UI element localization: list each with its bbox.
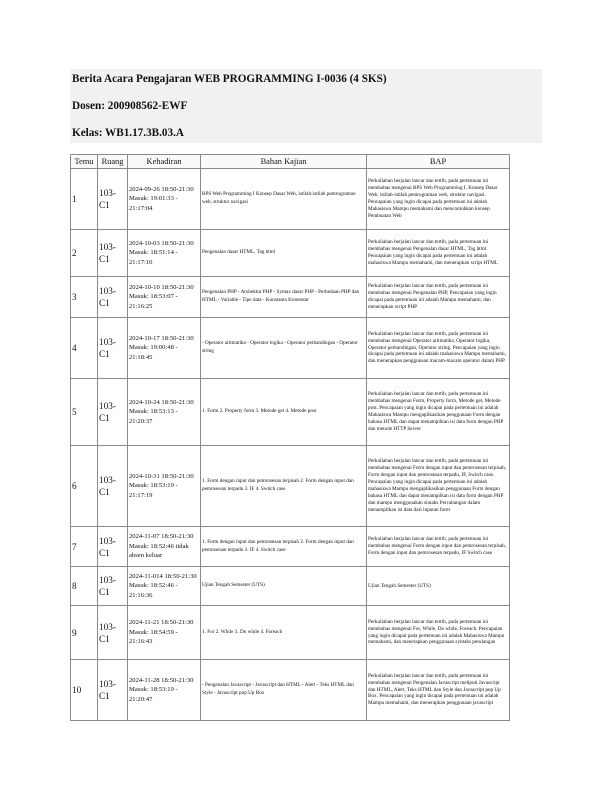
cell-temu: 9: [71, 606, 98, 660]
cell-kehadiran: 2024-10-03 18:50-21:30 Masuk: 18:51:14 - 21:17:10: [128, 230, 201, 277]
cell-bap: Perkuliahan berjalan lancar dan tertib, pada pertemuan ini membahas mengenai Pengenalan dasar HTML, Tag html. Pencapaian yang ingin dicapai pada pertemuan ini adalah mahasiswa Mampu memahami, dan menerapkan script HTML: [367, 230, 510, 277]
cell-bahan-kajian: 1. Form 2. Property form 3. Metode get 4. Metode post: [201, 379, 367, 446]
cell-bap: Perkuliahan berjalan lancar dan tertib, pada pertemuan ini membahas mengenai Pengenalan Javascript meliputi Javascript dan HTML, Alert, Teks HTML dan Style dan Javascript pop Up Box. Pencapaian yang ingin dicapai pada pertemuan ini adalah Mampu memahami, dan menerapkan penggunaan javascript: [367, 660, 510, 721]
cell-ruang: 103-C1: [98, 660, 128, 721]
cell-temu: 7: [71, 527, 98, 567]
cell-bap: Perkuliahan berjalan lancar dan tertib, pada pertemuan ini membahas mengenai Form, Property form, Metode get, Metode post. Pencapaian yang ingin dicapai pada pertemuan ini adalah Mahasiswa Mampu mengaplikasikan penggunaan Form dengan bahasa HTML dan dapat menampilkan isi data form dengan PHP dan metode HTTP Server: [367, 379, 510, 446]
header-ruang: Ruang: [98, 155, 128, 169]
cell-bahan-kajian: RPS Web Programming I Konsep Dasar Web, istilah-istilah pemrograman web, struktur navigasi: [201, 169, 367, 230]
cell-temu: 5: [71, 379, 98, 446]
cell-ruang: 103-C1: [98, 527, 128, 567]
course-title: Berita Acara Pengajaran WEB PROGRAMMING I-0036 (4 SKS): [72, 73, 387, 85]
cell-temu: 8: [71, 567, 98, 606]
cell-ruang: 103-C1: [98, 567, 128, 606]
cell-bap: Perkuliahan berjalan lancar dan tertib, pada pertemuan ini membahas mengenai Form dengan input dan pemrosesan terpisah, Form dengan input dan pemrosesan terpadu, IF, Switch case. Pencapaian yang ingin dicapai pada pertemuan ini adalah mahasiswa Mampu mengaplikasikan penggunaan Form dengan bahasa HTML dan dapat menampilkan isi data form dengan PHP dan mampu menggunakan sintaks Percabangan dalam menampilkan isi data dari inputan form: [367, 446, 510, 527]
header-bap: BAP: [367, 155, 510, 169]
cell-bahan-kajian: Ujian Tengah Semester (UTS): [201, 567, 367, 606]
cell-bap: Perkuliahan berjalan lancar dan tertib, pada pertemuan ini membahas mengenai Form dengan input dan pemrosesan terpisah, Form dengan input dan pemrosesan terpadu, IF Switch case: [367, 527, 510, 567]
table-row: [71, 606, 510, 660]
cell-ruang: 103-C1: [98, 379, 128, 446]
table-row: [71, 446, 510, 527]
cell-bap: Ujian Tengah Semester (UTS): [367, 567, 510, 606]
cell-ruang: 103-C1: [98, 169, 128, 230]
header-temu: Temu: [71, 155, 98, 169]
table-header-row: [71, 155, 510, 169]
cell-kehadiran: 2024-11-21 18:50-21:30 Masuk: 18:54:59 - 21:16:43: [128, 606, 201, 660]
header-kehadiran: Kehadiran: [128, 155, 201, 169]
cell-temu: 4: [71, 318, 98, 379]
cell-kehadiran: 2024-10-31 18:50-21:30 Masuk: 18:53:19 - 21:17:19: [128, 446, 201, 527]
cell-bap: Perkuliahan berjalan lancar dan tertib, pada pertemuan ini membahas mengenai RPS Web Programming I, Konsep Dasar Web, istilah-istilah pemrograman web, struktur navigasi. Pencapaian yang ingin dicapai pada pertemuan ini adalah Mahasiswa Mampu memahami dan mencontohkan konsep Pembuatan Web: [367, 169, 510, 230]
cell-temu: 1: [71, 169, 98, 230]
cell-bahan-kajian: 1. Form dengan input dan pemrosesan terpisah 2. Form dengan input dan pemrosesan terpadu 3. IF 4. Switch case: [201, 446, 367, 527]
cell-kehadiran: 2024-09-26 18:50-21:30 Masuk: 19:01:33 - 21:17:04: [128, 169, 201, 230]
cell-bap: Perkuliahan berjalan lancar dan tertib, pada pertemuan ini membahas mengenai Pengenalan PHP, Pencapaian yang ingin dicapai pada pertemuan ini adalah Mampu memahami, dan menerapkan script PHP: [367, 277, 510, 318]
cell-temu: 6: [71, 446, 98, 527]
cell-kehadiran: 2024-11-28 18:50-21:30 Masuk: 18:53:19 - 21:20:47: [128, 660, 201, 721]
cell-bap: Perkuliahan berjalan lancar dan tertib, pada pertemuan ini membahas mengenai For, While, Do while, Foreach. Pencapaian yang ingin dicapai pada pertemuan ini adalah Mahasiswa Mampu memahami, dan menerapkan penggunaan syntaks perulangan: [367, 606, 510, 660]
class-line: Kelas: WB1.17.3B.03.A: [72, 127, 184, 139]
cell-bahan-kajian: - Pengenalan Javascript - Javascript dan HTML - Alert - Teks HTML dan Style - Javascript pop Up Box: [201, 660, 367, 721]
attendance-table: [70, 154, 510, 721]
table-row: [71, 277, 510, 318]
cell-temu: 10: [71, 660, 98, 721]
header-bahan-kajian: Bahan Kajian: [201, 155, 367, 169]
lecturer-line: Dosen: 200908562-EWF: [72, 100, 188, 112]
table-row: [71, 567, 510, 606]
cell-temu: 3: [71, 277, 98, 318]
cell-ruang: 103-C1: [98, 230, 128, 277]
cell-kehadiran: 2024-10-17 18:50-21:30 Masuk: 19:00:48 - 21:18:45: [128, 318, 201, 379]
cell-ruang: 103-C1: [98, 606, 128, 660]
cell-ruang: 103-C1: [98, 277, 128, 318]
cell-bahan-kajian: - Operator aritmatika - Operator logika - Operator perbandingan - Operator string: [201, 318, 367, 379]
document-header: [70, 69, 542, 143]
cell-bahan-kajian: Pengenalan PHP - Arsitektur PHP - Syntax dasar PHP - Perbedaan PHP dan HTML - Variable - Tipe data - Konstanta Komentar: [201, 277, 367, 318]
cell-kehadiran: 2024-10-10 18:50-21:30 Masuk: 18:53:07 - 21:16:25: [128, 277, 201, 318]
cell-ruang: 103-C1: [98, 446, 128, 527]
cell-kehadiran: 2024-10-24 18:50-21:30 Masuk: 18:53:13 - 21:20:37: [128, 379, 201, 446]
cell-bahan-kajian: Pengenalan dasar HTML, Tag html: [201, 230, 367, 277]
table-row: [71, 660, 510, 721]
table-row: [71, 318, 510, 379]
table-row: [71, 230, 510, 277]
cell-kehadiran: 2024-11-014 18:50-21:30 Masuk: 18:52:46 - 21:16:36: [128, 567, 201, 606]
table-row: [71, 527, 510, 567]
cell-bahan-kajian: 1. Form dengan input dan pemrosesan terpisah 2. Form dengan input dan pemrosesan terpadu 3. IF 4. Switch case: [201, 527, 367, 567]
cell-ruang: 103-C1: [98, 318, 128, 379]
cell-bap: Perkuliahan berjalan lancar dan tertib, pada pertemuan ini membahas mengenai Operator aritmatika, Operator logika, Operator perbandingan, Operator string. Pencapaian yang ingin dicapai pada pertemuan ini adalah mahasiswa Mampu memahami, dan menerapkan penggunaan macam-macam operator dalam PHP: [367, 318, 510, 379]
cell-bahan-kajian: 1. For 2. While 3. Do while 4. Foreach: [201, 606, 367, 660]
cell-kehadiran: 2024-11-07 18:50-21:30 Masuk: 18:52:46 tidak absen keluar: [128, 527, 201, 567]
table-row: [71, 379, 510, 446]
table-row: [71, 169, 510, 230]
cell-temu: 2: [71, 230, 98, 277]
